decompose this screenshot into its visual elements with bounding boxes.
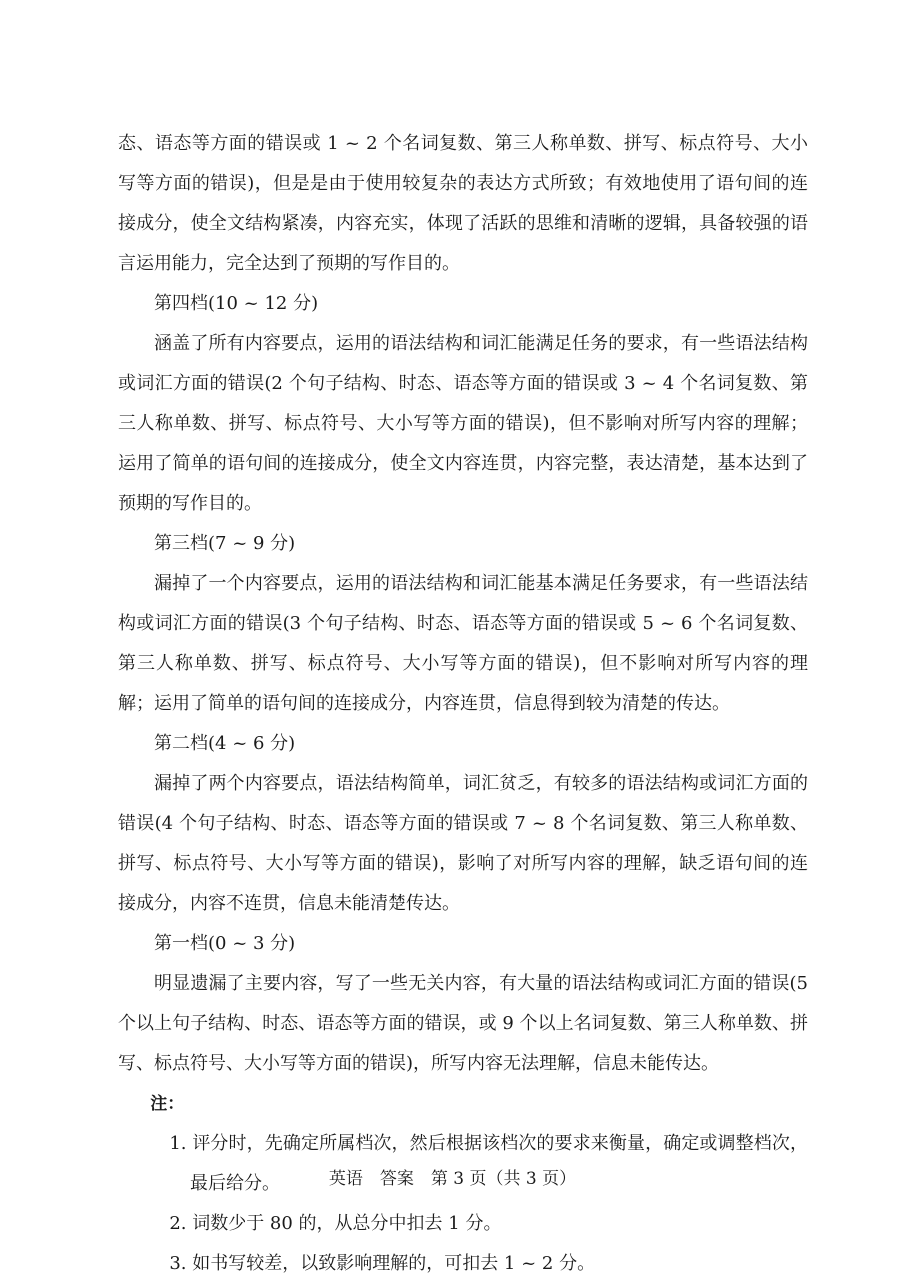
level-3-title: 第三档(7 ~ 9 分) [154, 533, 296, 554]
top-level-continuation: 态、语态等方面的错误或 1 ~ 2 个名词复数、第三人称单数、拼写、标点符号、大小写等方面的错误)，但是是由于使用较复杂的表达方式所致；有效地使用了语句间的连接成分，使全文结构紧凑，内容充实，体现了活跃的思维和清晰的逻辑，具备较强的语言运用能力，完全达到了预期的写作目的。 [118, 133, 808, 274]
page-footer: 英语 答案 第 3 页（共 3 页） [328, 1169, 577, 1189]
level-1-description: 明显遗漏了主要内容，写了一些无关内容，有大量的语法结构或词汇方面的错误(5 个以上句子结构、时态、语态等方面的错误，或 9 个以上名词复数、第三人称单数、拼写、标点符号、大小写等方面的错误)，所写内容无法理解，信息未能传达。 [118, 973, 808, 1074]
level-3-description: 漏掉了一个内容要点，运用的语法结构和词汇能基本满足任务要求，有一些语法结构或词汇方面的错误(3 个句子结构、时态、语态等方面的错误或 5 ~ 6 个名词复数、第三人称单数、拼写、标点符号、大小写等方面的错误)，但不影响对所写内容的理解；运用了简单的语句间的连接成分，内容连贯，信息得到较为清楚的传达。 [118, 573, 808, 714]
note-item-3: 3. 如书写较差，以致影响理解的，可扣去 1 ~ 2 分。 [169, 1253, 596, 1274]
level-2-title: 第二档(4 ~ 6 分) [154, 733, 296, 754]
note-item-2: 2. 词数少于 80 的，从总分中扣去 1 分。 [169, 1213, 502, 1234]
note-item-1: 1. 评分时，先确定所属档次，然后根据该档次的要求来衡量，确定或调整档次，最后给分。 [169, 1133, 808, 1194]
scoring-rubric [118, 124, 808, 1284]
level-4-description: 涵盖了所有内容要点，运用的语法结构和词汇能满足任务的要求，有一些语法结构或词汇方面的错误(2 个句子结构、时态、语态等方面的错误或 3 ~ 4 个名词复数、第三人称单数、拼写、标点符号、大小写等方面的错误)，但不影响对所写内容的理解；运用了简单的语句间的连接成分，使全文内容连贯，内容完整，表达清楚，基本达到了预期的写作目的。 [118, 333, 808, 514]
level-1-title: 第一档(0 ~ 3 分) [154, 933, 296, 954]
level-2-description: 漏掉了两个内容要点，语法结构简单，词汇贫乏，有较多的语法结构或词汇方面的错误(4 个句子结构、时态、语态等方面的错误或 7 ~ 8 个名词复数、第三人称单数、拼写、标点符号、大小写等方面的错误)，影响了对所写内容的理解，缺乏语句间的连接成分，内容不连贯，信息未能清楚传达。 [118, 773, 808, 914]
notes-title: 注： [150, 1094, 185, 1114]
level-4-title: 第四档(10 ~ 12 分) [154, 293, 319, 314]
